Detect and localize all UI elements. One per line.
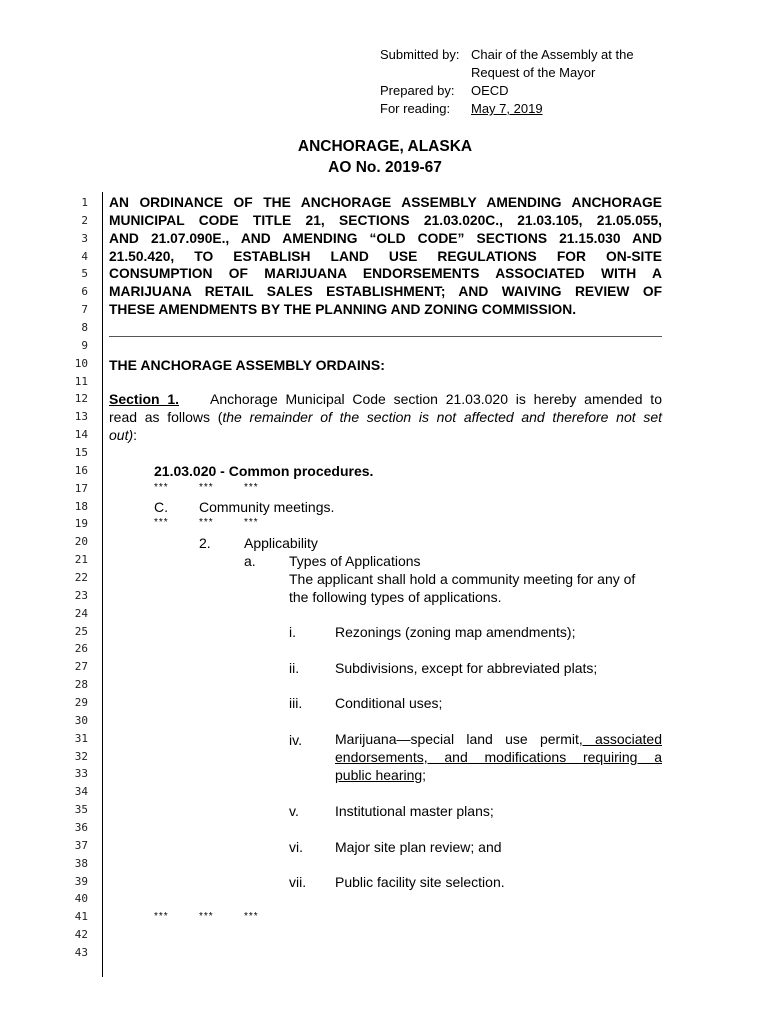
subsection-c-title: Community meetings.: [199, 499, 335, 515]
line-number: 2: [81, 214, 88, 227]
list-item-number: i.: [289, 624, 296, 640]
omission-stars: ***: [154, 517, 169, 528]
list-item-text: Rezonings (zoning map amendments);: [335, 624, 576, 640]
amended-line3: [335, 767, 662, 785]
section-1-line1: [109, 391, 662, 409]
omission-stars: ***: [199, 482, 214, 493]
line-number: 25: [74, 625, 88, 638]
ordinance-caption-line: THESE AMENDMENTS BY THE PLANNING AND ZONING COMMISSION.: [109, 302, 577, 317]
line-number: 16: [74, 464, 88, 477]
line-number: 27: [74, 660, 88, 673]
paragraph-2-number: 2.: [199, 535, 211, 551]
line-number: 4: [81, 250, 88, 263]
line-number: 34: [74, 785, 88, 798]
subparagraph-a-title: Types of Applications: [289, 553, 421, 569]
section-1-text3-italic: out): [109, 426, 134, 443]
line-number: 7: [81, 303, 88, 316]
section-1-line3: [109, 427, 662, 445]
omission-stars: ***: [244, 911, 259, 922]
line-number: 8: [81, 321, 88, 334]
ordinance-caption-line: MUNICIPAL CODE TITLE 21, SECTIONS 21.03.020C., 21.03.105, 21.05.055,: [109, 213, 662, 228]
line-number: 30: [74, 714, 88, 727]
section-1-paragraph: [109, 391, 662, 445]
ordinance-caption-line: AN ORDINANCE OF THE ANCHORAGE ASSEMBLY AMENDING ANCHORAGE: [109, 195, 662, 210]
list-item-text: Conditional uses;: [335, 695, 443, 711]
list-item-number: iv.: [289, 732, 302, 748]
amended-plain: Marijuana—special land use permit: [335, 731, 579, 747]
ordinance-caption-line: MARIJUANA RETAIL SALES ESTABLISHMENT; AND WAIVING REVIEW OF: [109, 284, 662, 299]
prepared-by-label: Prepared by:: [380, 83, 455, 98]
line-number: 14: [74, 428, 88, 441]
omission-stars: ***: [244, 517, 259, 528]
omission-stars: ***: [154, 482, 169, 493]
line-number: 36: [74, 821, 88, 834]
list-item-text: Major site plan review; and: [335, 839, 502, 855]
line-number: 40: [74, 892, 88, 905]
ordinance-caption-line: 21.50.420, TO ESTABLISH LAND USE REGULATIONS FOR ON-SITE: [109, 249, 662, 264]
list-item-text: Public facility site selection.: [335, 874, 505, 890]
section-1-text2-italic: the remainder of the section is not affected and therefore not set: [222, 408, 662, 425]
line-number: 1: [81, 196, 88, 209]
for-reading-date: May 7, 2019: [471, 101, 543, 116]
line-number: 41: [74, 910, 88, 923]
section-1-text2: read as follows (: [109, 408, 223, 425]
ordains-heading: THE ANCHORAGE ASSEMBLY ORDAINS:: [109, 357, 385, 373]
line-number: 24: [74, 607, 88, 620]
line-number: 17: [74, 482, 88, 495]
line-number: 20: [74, 535, 88, 548]
line-number: 13: [74, 410, 88, 423]
amended-insert: , associated: [578, 731, 662, 747]
subparagraph-a-text: the following types of applications.: [289, 589, 502, 605]
subsection-c-letter: C.: [154, 499, 168, 515]
line-number: 29: [74, 696, 88, 709]
omission-stars: ***: [199, 911, 214, 922]
submitted-by-value-line1: Chair of the Assembly at the: [471, 47, 634, 62]
line-number: 32: [74, 750, 88, 763]
line-number: 3: [81, 232, 88, 245]
line-number: 19: [74, 517, 88, 530]
list-item-text-amended: [335, 731, 662, 785]
line-number: 43: [74, 946, 88, 959]
section-1-label: Section 1.: [109, 391, 179, 407]
subparagraph-a-text: The applicant shall hold a community meeting for any of: [289, 571, 636, 587]
line-number: 12: [74, 392, 88, 405]
subparagraph-a-letter: a.: [244, 553, 256, 569]
code-heading: 21.03.020 - Common procedures.: [154, 463, 374, 479]
amended-insert: public hearing: [335, 766, 423, 783]
line-number: 38: [74, 857, 88, 870]
line-number: 26: [74, 642, 88, 655]
line-number: 10: [74, 357, 88, 370]
section-1-text1: Anchorage Municipal Code section 21.03.020 is hereby amended to: [210, 391, 662, 407]
list-item-number: vi.: [289, 839, 303, 855]
section-1-line2: [109, 409, 662, 427]
ordinance-caption-line: CONSUMPTION OF MARIJUANA ENDORSEMENTS ASSOCIATED WITH A: [109, 266, 662, 281]
list-item-number: v.: [289, 803, 299, 819]
list-item-number: vii.: [289, 874, 307, 890]
amended-end: ;: [422, 766, 427, 783]
section-1-text3-end: :: [133, 426, 138, 443]
line-number: 31: [74, 732, 88, 745]
line-number: 39: [74, 875, 88, 888]
omission-stars: ***: [199, 517, 214, 528]
submitted-by-value-line2: Request of the Mayor: [471, 65, 596, 80]
document-title-city: ANCHORAGE, ALASKA: [297, 138, 473, 155]
line-number: 35: [74, 803, 88, 816]
for-reading-label: For reading:: [380, 101, 451, 116]
amended-line1: [335, 731, 662, 749]
line-number: 11: [74, 375, 88, 388]
list-item-number: iii.: [289, 695, 303, 711]
line-number: 37: [74, 839, 88, 852]
line-number: 9: [81, 339, 88, 352]
line-number: 21: [74, 553, 88, 566]
line-number: 18: [74, 500, 88, 513]
list-item-text: Institutional master plans;: [335, 803, 494, 819]
amended-line2: [335, 749, 662, 767]
paragraph-2-title: Applicability: [244, 535, 318, 551]
line-number: 23: [74, 589, 88, 602]
prepared-by-value: OECD: [471, 83, 509, 98]
list-item-text: Subdivisions, except for abbreviated plats;: [335, 660, 598, 676]
list-item-number: ii.: [289, 660, 300, 676]
submitted-by-label: Submitted by:: [380, 47, 460, 62]
omission-stars: ***: [154, 911, 169, 922]
line-number: 28: [74, 678, 88, 691]
line-number: 33: [74, 767, 88, 780]
line-number: 5: [81, 267, 88, 280]
omission-stars: ***: [244, 482, 259, 493]
line-number-rule: [102, 192, 103, 977]
line-number: 6: [81, 285, 88, 298]
line-number: 22: [74, 571, 88, 584]
document-title-number: AO No. 2019-67: [328, 159, 442, 176]
line-number: 42: [74, 928, 88, 941]
caption-divider: [109, 336, 662, 337]
line-number: 15: [74, 446, 88, 459]
amended-insert: endorsements, and modifications requiring a: [335, 748, 662, 765]
ordinance-caption-line: AND 21.07.090E., AND AMENDING “OLD CODE” SECTIONS 21.15.030 AND: [109, 231, 662, 246]
